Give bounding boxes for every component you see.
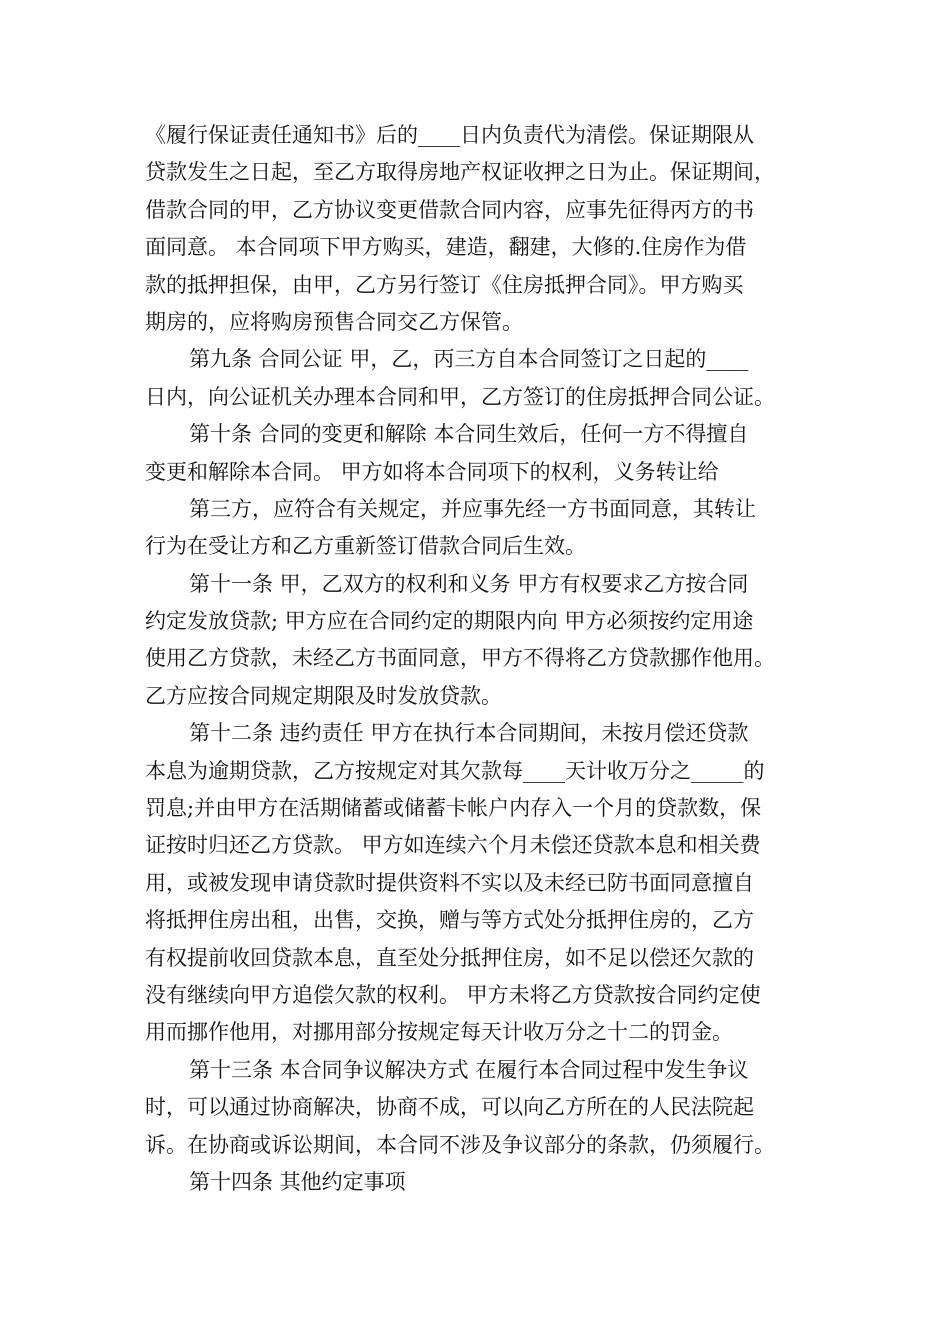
text-line: 面同意。 本合同项下甲方购买，建造，翻建，大修的.住房作为借: [145, 235, 747, 260]
text-line: 用，或被发现申请贷款时提供资料不实以及未经已防书面同意擅自: [145, 870, 754, 895]
clause-heading-line: 第十条 合同的变更和解除 本合同生效后，任何一方不得擅自: [189, 422, 749, 447]
text-line: 贷款发生之日起，至乙方取得房地产权证收押之日为止。保证期间，: [145, 160, 775, 185]
clause-heading-line: 第九条 合同公证 甲，乙，丙三方自本合同签订之日起的____: [189, 347, 749, 372]
text-line: 证按时归还乙方贷款。 甲方如连续六个月未偿还贷款本息和相关费: [145, 833, 761, 858]
text-line: 借款合同的甲，乙方协议变更借款合同内容，应事先征得丙方的书: [145, 197, 754, 222]
text-line: 用而挪作他用，对挪用部分按规定每天计收万分之十二的罚金。: [145, 1020, 733, 1045]
text-line: 诉。在协商或诉讼期间，本合同不涉及争议部分的条款，仍须履行。: [145, 1132, 775, 1157]
text-line: 日内，向公证机关办理本合同和甲，乙方签订的住房抵押合同公证。: [145, 384, 775, 409]
text-line: 行为在受让方和乙方重新签订借款合同后生效。: [145, 534, 586, 559]
clause-heading-line: 第十四条 其他约定事项: [189, 1169, 406, 1194]
text-line: 第三方，应符合有关规定，并应事先经一方书面同意，其转让: [189, 496, 756, 521]
text-line: 使用乙方贷款，未经乙方书面同意，甲方不得将乙方贷款挪作他用。: [145, 646, 775, 671]
text-line: 乙方应按合同规定期限及时发放贷款。: [145, 683, 502, 708]
clause-heading-line: 第十二条 违约责任 甲方在执行本合同期间，未按月偿还贷款: [189, 721, 749, 746]
text-line: 时，可以通过协商解决，协商不成，可以向乙方所在的人民法院起: [145, 1095, 754, 1120]
clause-heading-line: 第十一条 甲，乙双方的权利和义务 甲方有权要求乙方按合同: [189, 571, 749, 596]
clause-heading-line: 第十三条 本合同争议解决方式 在履行本合同过程中发生争议: [189, 1057, 749, 1082]
text-line: 没有继续向甲方追偿欠款的权利。 甲方未将乙方贷款按合同约定使: [145, 982, 761, 1007]
document-body: [145, 117, 813, 1201]
text-line: 约定发放贷款; 甲方应在合同约定的期限内向 甲方必须按约定用途: [145, 609, 754, 634]
text-line: 有权提前收回贷款本息，直至处分抵押住房，如不足以偿还欠款的: [145, 945, 754, 970]
text-line: 款的抵押担保，由甲，乙方另行签订《住房抵押合同》。甲方购买: [145, 272, 744, 297]
text-line: 变更和解除本合同。 甲方如将本合同项下的权利，义务转让给: [145, 459, 719, 484]
text-line: 将抵押住房出租，出售，交换，赠与等方式处分抵押住房的，乙方: [145, 908, 754, 933]
text-line: 期房的，应将购房预售合同交乙方保管。: [145, 309, 523, 334]
text-line: 罚息;并由甲方在活期储蓄或储蓄卡帐户内存入一个月的贷款数，保: [145, 796, 762, 821]
text-line: 《履行保证责任通知书》后的____日内负责代为清偿。保证期限从: [145, 123, 754, 147]
text-line: 本息为逾期贷款，乙方按规定对其欠款每____天计收万分之_____的: [145, 758, 765, 783]
